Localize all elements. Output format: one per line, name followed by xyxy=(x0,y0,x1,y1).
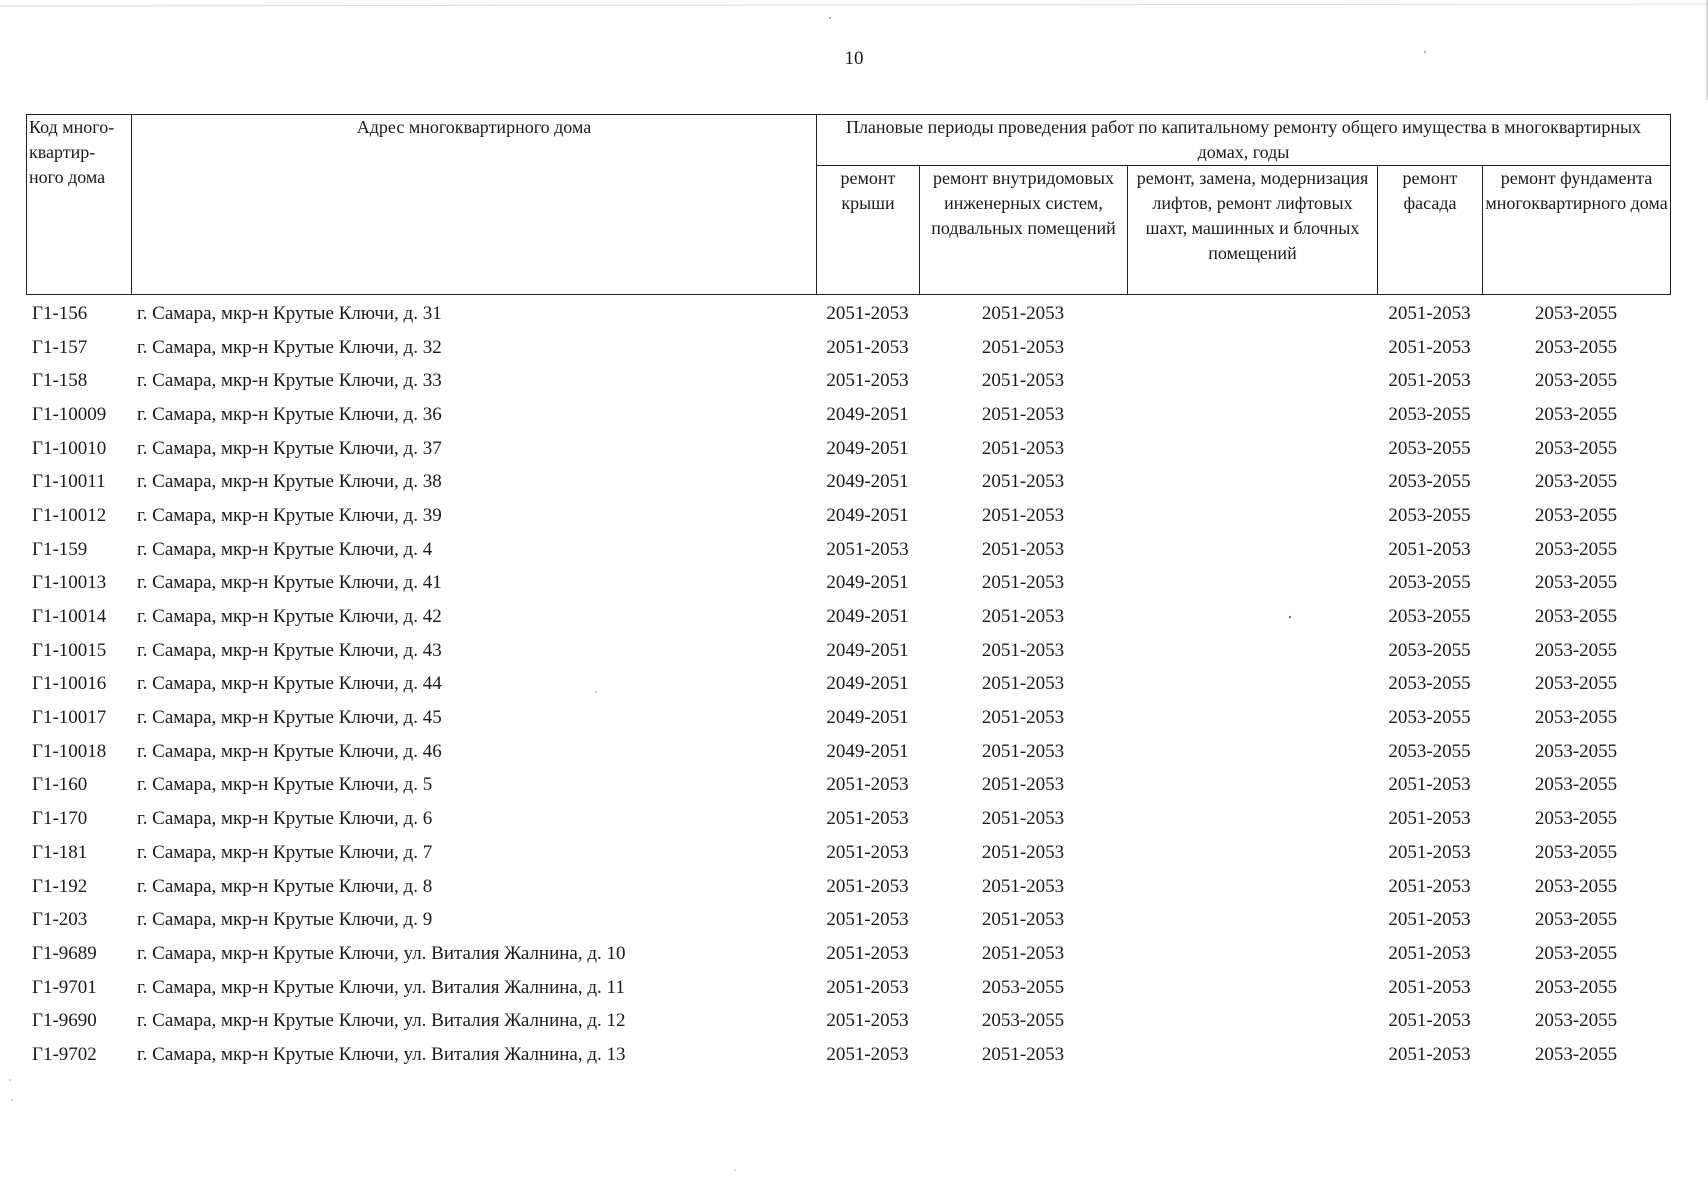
table-row xyxy=(26,600,1670,634)
cell-engineering: 2053-2055 xyxy=(981,976,1065,998)
cell-address: г. Самара, мкр-н Крутые Ключи, д. 8 xyxy=(137,875,433,897)
cell-engineering: 2053-2055 xyxy=(981,1010,1065,1032)
table-row xyxy=(26,870,1670,904)
table-row xyxy=(26,1038,1670,1072)
table-row xyxy=(26,701,1670,735)
cell-foundation: 2053-2055 xyxy=(1534,471,1618,493)
cell-address: г. Самара, мкр-н Крутые Ключи, д. 5 xyxy=(137,774,433,796)
cell-code: Г1-192 xyxy=(32,875,88,897)
column-header-foundation: ремонт фундамента многоквартирного дома xyxy=(1483,166,1671,295)
cell-engineering: 2051-2053 xyxy=(981,808,1065,830)
table-row xyxy=(26,937,1670,971)
cell-foundation: 2053-2055 xyxy=(1534,572,1618,594)
cell-roof: 2049-2051 xyxy=(826,707,909,729)
cell-facade: 2051-2053 xyxy=(1388,875,1471,897)
cell-facade: 2053-2055 xyxy=(1388,471,1471,493)
cell-roof: 2051-2053 xyxy=(826,909,909,931)
table-row xyxy=(26,364,1670,398)
cell-code: Г1-9689 xyxy=(32,942,97,964)
cell-foundation: 2053-2055 xyxy=(1534,1043,1618,1065)
cell-facade: 2053-2055 xyxy=(1388,437,1471,459)
cell-engineering: 2051-2053 xyxy=(981,639,1065,661)
cell-foundation: 2053-2055 xyxy=(1534,808,1618,830)
table-row xyxy=(26,802,1670,836)
cell-facade: 2051-2053 xyxy=(1388,841,1471,863)
cell-address: г. Самара, мкр-н Крутые Ключи, ул. Виталия Жалнина, д. 12 xyxy=(137,1010,626,1032)
cell-address: г. Самара, мкр-н Крутые Ключи, д. 44 xyxy=(137,673,442,695)
cell-address: г. Самара, мкр-н Крутые Ключи, д. 4 xyxy=(137,538,433,560)
cell-code: Г1-10013 xyxy=(32,572,107,594)
cell-code: Г1-203 xyxy=(32,909,88,931)
cell-roof: 2051-2053 xyxy=(826,336,909,358)
cell-engineering: 2051-2053 xyxy=(981,841,1065,863)
cell-foundation: 2053-2055 xyxy=(1534,976,1618,998)
cell-foundation: 2053-2055 xyxy=(1534,942,1618,964)
cell-foundation: 2053-2055 xyxy=(1534,606,1618,628)
cell-facade: 2051-2053 xyxy=(1388,538,1471,560)
cell-roof: 2049-2051 xyxy=(826,504,909,526)
cell-address: г. Самара, мкр-н Крутые Ключи, д. 42 xyxy=(137,606,442,628)
table-row xyxy=(26,465,1670,499)
table-row xyxy=(26,668,1670,702)
cell-address: г. Самара, мкр-н Крутые Ключи, д. 41 xyxy=(137,572,442,594)
cell-address: г. Самара, мкр-н Крутые Ключи, д. 45 xyxy=(137,707,442,729)
cell-foundation: 2053-2055 xyxy=(1534,504,1618,526)
cell-roof: 2049-2051 xyxy=(826,437,909,459)
cell-address: г. Самара, мкр-н Крутые Ключи, ул. Виталия Жалнина, д. 10 xyxy=(137,942,626,964)
page-number: 10 xyxy=(844,48,864,69)
cell-engineering: 2051-2053 xyxy=(981,437,1065,459)
cell-engineering: 2051-2053 xyxy=(981,673,1065,695)
cell-foundation: 2053-2055 xyxy=(1534,841,1618,863)
cell-engineering: 2051-2053 xyxy=(981,774,1065,796)
cell-address: г. Самара, мкр-н Крутые Ключи, д. 38 xyxy=(137,471,442,493)
cell-engineering: 2051-2053 xyxy=(981,1043,1065,1065)
cell-engineering: 2051-2053 xyxy=(981,572,1065,594)
cell-code: Г1-181 xyxy=(32,841,88,863)
cell-foundation: 2053-2055 xyxy=(1534,740,1618,762)
cell-address: г. Самара, мкр-н Крутые Ключи, д. 33 xyxy=(137,370,442,392)
cell-facade: 2051-2053 xyxy=(1388,976,1471,998)
table-row xyxy=(26,567,1670,601)
cell-facade: 2051-2053 xyxy=(1388,774,1471,796)
table-row xyxy=(26,533,1670,567)
table-body xyxy=(26,297,1670,1072)
cell-roof: 2051-2053 xyxy=(826,538,909,560)
cell-address: г. Самара, мкр-н Крутые Ключи, д. 32 xyxy=(137,336,442,358)
cell-roof: 2051-2053 xyxy=(826,370,909,392)
cell-foundation: 2053-2055 xyxy=(1534,538,1618,560)
cell-engineering: 2051-2053 xyxy=(981,471,1065,493)
cell-facade: 2051-2053 xyxy=(1388,1010,1471,1032)
cell-foundation: 2053-2055 xyxy=(1534,336,1618,358)
cell-roof: 2051-2053 xyxy=(826,302,909,324)
cell-code: Г1-9701 xyxy=(32,976,97,998)
cell-roof: 2051-2053 xyxy=(826,774,909,796)
cell-engineering: 2051-2053 xyxy=(981,336,1065,358)
cell-facade: 2051-2053 xyxy=(1388,336,1471,358)
cell-engineering: 2051-2053 xyxy=(981,370,1065,392)
cell-engineering: 2051-2053 xyxy=(981,740,1065,762)
cell-roof: 2051-2053 xyxy=(826,1043,909,1065)
cell-facade: 2053-2055 xyxy=(1388,740,1471,762)
table-row xyxy=(26,499,1670,533)
cell-foundation: 2053-2055 xyxy=(1534,1010,1618,1032)
cell-facade: 2051-2053 xyxy=(1388,370,1471,392)
cell-code: Г1-157 xyxy=(32,336,88,358)
cell-facade: 2051-2053 xyxy=(1388,909,1471,931)
cell-facade: 2053-2055 xyxy=(1388,707,1471,729)
column-header-address: Адрес многоквартирного дома xyxy=(132,115,817,295)
cell-roof: 2051-2053 xyxy=(826,942,909,964)
cell-roof: 2049-2051 xyxy=(826,740,909,762)
cell-code: Г1-10016 xyxy=(32,673,107,695)
cell-roof: 2049-2051 xyxy=(826,471,909,493)
column-header-elevators: ремонт, замена, модернизация лифтов, ремонт лифтовых шахт, машинных и блочных помещений xyxy=(1128,166,1378,295)
table-row xyxy=(26,971,1670,1005)
cell-foundation: 2053-2055 xyxy=(1534,673,1618,695)
cell-engineering: 2051-2053 xyxy=(981,875,1065,897)
table-row xyxy=(26,903,1670,937)
cell-facade: 2053-2055 xyxy=(1388,403,1471,425)
table-row xyxy=(26,769,1670,803)
cell-code: Г1-10012 xyxy=(32,504,107,526)
cell-code: Г1-160 xyxy=(32,774,88,796)
cell-facade: 2053-2055 xyxy=(1388,673,1471,695)
cell-facade: 2051-2053 xyxy=(1388,942,1471,964)
column-header-roof: ремонт крыши xyxy=(817,166,920,295)
table-row xyxy=(26,735,1670,769)
cell-code: Г1-9702 xyxy=(32,1043,97,1065)
cell-code: Г1-158 xyxy=(32,370,88,392)
cell-roof: 2049-2051 xyxy=(826,606,909,628)
table-row xyxy=(26,1004,1670,1038)
cell-engineering: 2051-2053 xyxy=(981,538,1065,560)
cell-address: г. Самара, мкр-н Крутые Ключи, д. 43 xyxy=(137,639,442,661)
cell-code: Г1-10018 xyxy=(32,740,107,762)
table-row xyxy=(26,634,1670,668)
cell-roof: 2049-2051 xyxy=(826,673,909,695)
cell-foundation: 2053-2055 xyxy=(1534,437,1618,459)
column-header-engineering: ремонт внутридомовых инженерных систем, подвальных помещений xyxy=(920,166,1128,295)
cell-code: Г1-9690 xyxy=(32,1010,97,1032)
cell-address: г. Самара, мкр-н Крутые Ключи, ул. Виталия Жалнина, д. 13 xyxy=(137,1043,626,1065)
table-row xyxy=(26,331,1670,365)
cell-code: Г1-10011 xyxy=(32,471,106,493)
cell-address: г. Самара, мкр-н Крутые Ключи, д. 36 xyxy=(137,403,442,425)
cell-foundation: 2053-2055 xyxy=(1534,403,1618,425)
cell-address: г. Самара, мкр-н Крутые Ключи, д. 37 xyxy=(137,437,442,459)
cell-code: Г1-170 xyxy=(32,808,88,830)
cell-engineering: 2051-2053 xyxy=(981,942,1065,964)
cell-foundation: 2053-2055 xyxy=(1534,774,1618,796)
table-row xyxy=(26,398,1670,432)
cell-engineering: 2051-2053 xyxy=(981,909,1065,931)
cell-facade: 2053-2055 xyxy=(1388,572,1471,594)
cell-foundation: 2053-2055 xyxy=(1534,302,1618,324)
cell-address: г. Самара, мкр-н Крутые Ключи, д. 39 xyxy=(137,504,442,526)
cell-facade: 2051-2053 xyxy=(1388,1043,1471,1065)
column-header-code: Код много-квартир-ного дома xyxy=(27,115,132,295)
cell-foundation: 2053-2055 xyxy=(1534,875,1618,897)
cell-foundation: 2053-2055 xyxy=(1534,909,1618,931)
cell-code: Г1-10009 xyxy=(32,403,107,425)
cell-engineering: 2051-2053 xyxy=(981,606,1065,628)
cell-facade: 2053-2055 xyxy=(1388,504,1471,526)
cell-roof: 2051-2053 xyxy=(826,841,909,863)
cell-code: Г1-10010 xyxy=(32,437,107,459)
table-row xyxy=(26,836,1670,870)
cell-roof: 2049-2051 xyxy=(826,403,909,425)
cell-facade: 2053-2055 xyxy=(1388,606,1471,628)
cell-code: Г1-10017 xyxy=(32,707,107,729)
table-header xyxy=(26,114,1671,295)
cell-foundation: 2053-2055 xyxy=(1534,639,1618,661)
cell-facade: 2053-2055 xyxy=(1388,639,1471,661)
cell-roof: 2049-2051 xyxy=(826,639,909,661)
cell-address: г. Самара, мкр-н Крутые Ключи, д. 6 xyxy=(137,808,433,830)
cell-code: Г1-159 xyxy=(32,538,88,560)
cell-engineering: 2051-2053 xyxy=(981,302,1065,324)
cell-facade: 2051-2053 xyxy=(1388,302,1471,324)
cell-roof: 2051-2053 xyxy=(826,1010,909,1032)
column-header-facade: ремонт фасада xyxy=(1378,166,1483,295)
cell-address: г. Самара, мкр-н Крутые Ключи, д. 31 xyxy=(137,302,442,324)
cell-engineering: 2051-2053 xyxy=(981,504,1065,526)
table-row xyxy=(26,297,1670,331)
cell-roof: 2049-2051 xyxy=(826,572,909,594)
cell-roof: 2051-2053 xyxy=(826,976,909,998)
cell-code: Г1-156 xyxy=(32,302,88,324)
cell-address: г. Самара, мкр-н Крутые Ключи, д. 7 xyxy=(137,841,433,863)
cell-address: г. Самара, мкр-н Крутые Ключи, ул. Виталия Жалнина, д. 11 xyxy=(137,976,625,998)
cell-foundation: 2053-2055 xyxy=(1534,370,1618,392)
cell-engineering: 2051-2053 xyxy=(981,403,1065,425)
table-row xyxy=(26,432,1670,466)
cell-engineering: 2051-2053 xyxy=(981,707,1065,729)
cell-roof: 2051-2053 xyxy=(826,808,909,830)
cell-code: Г1-10014 xyxy=(32,606,107,628)
cell-address: г. Самара, мкр-н Крутые Ключи, д. 9 xyxy=(137,909,433,931)
cell-facade: 2051-2053 xyxy=(1388,808,1471,830)
cell-code: Г1-10015 xyxy=(32,639,107,661)
cell-roof: 2051-2053 xyxy=(826,875,909,897)
column-group-periods: Плановые периоды проведения работ по капитальному ремонту общего имущества в многоквартирных домах, годы xyxy=(817,115,1671,166)
cell-foundation: 2053-2055 xyxy=(1534,707,1618,729)
cell-address: г. Самара, мкр-н Крутые Ключи, д. 46 xyxy=(137,740,442,762)
